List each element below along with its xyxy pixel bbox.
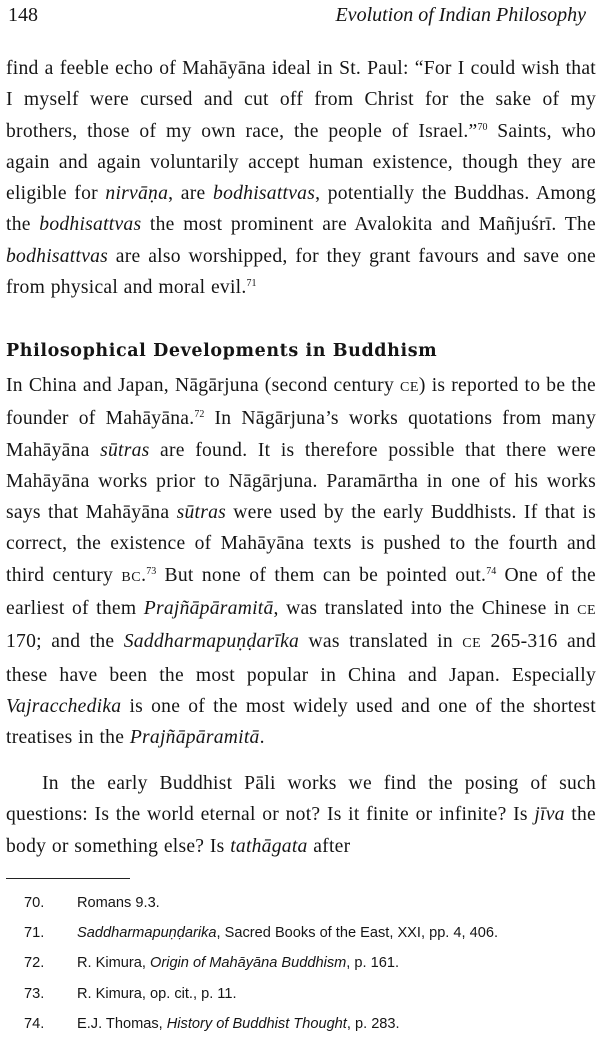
paragraph-pali-questions xyxy=(6,768,596,862)
term-prajnaparamita: Prajñāpāramitā xyxy=(129,727,260,749)
text-run: , potentially the Buddhas. Among the xyxy=(6,183,597,236)
term-nirvana: nirvāṇa xyxy=(105,183,169,205)
footnote-number: 73. xyxy=(24,985,45,1002)
term-saddharmapundarika: Saddharmapuṇḍarīka xyxy=(123,631,300,653)
paragraph-mahayana-origins xyxy=(6,370,596,754)
text-run: ) is reported to be the founder of Mahāyāna. xyxy=(6,375,596,430)
footnotes xyxy=(24,888,584,1039)
text-run: after xyxy=(307,835,351,857)
term-bodhisattvas: bodhisattvas xyxy=(6,245,109,267)
term-jiva: jīva xyxy=(534,804,565,826)
term-vajracchedika: Vajracchedika xyxy=(6,695,122,717)
text-run: . xyxy=(259,727,265,749)
term-prajnaparamita: Prajñāpāramitā xyxy=(143,598,274,620)
era-ce: CE xyxy=(577,603,596,619)
era-bc: BC xyxy=(121,569,142,585)
footnote-title: Saddharmapuṇḍarika xyxy=(77,925,217,942)
term-bodhisattvas: bodhisattvas xyxy=(39,214,142,236)
footnote-title: History of Buddhist Thought xyxy=(166,1015,347,1032)
text-run: Saints, who again and again voluntarily accept human existence, though they are eligible for xyxy=(6,120,597,205)
footnote-71 xyxy=(24,918,584,948)
footnote-author: E.J. Thomas, xyxy=(77,1015,167,1032)
footnote-text: Romans 9.3. xyxy=(77,895,160,911)
footnote-number: 72. xyxy=(24,955,45,972)
text-run: In Nāgārjuna’s works quotations from many Mahāyāna xyxy=(6,408,596,461)
text-run: the body or something else? Is xyxy=(6,804,596,857)
text-run: 265-316 and these have been the most popular in China and Japan. Especially xyxy=(6,631,596,686)
footnote-73 xyxy=(24,979,584,1009)
footnote-ref-72[interactable]: 72 xyxy=(194,409,205,421)
text-run: In the early Buddhist Pāli works we find the posing of such questions: Is the world eternal or not? Is it finite or infinite? Is xyxy=(6,773,596,826)
footnote-70 xyxy=(24,888,584,918)
footnote-ref-73[interactable]: 73 xyxy=(146,565,157,577)
footnote-74 xyxy=(24,1009,584,1039)
text-run: One of the earliest of them xyxy=(6,564,596,620)
footnote-number: 74. xyxy=(24,1015,45,1032)
text-run: . xyxy=(141,564,147,586)
section-heading: Philosophical Developments in Buddhism xyxy=(6,341,438,361)
text-run: But none of them can be pointed out. xyxy=(156,564,487,586)
era-ce: CE xyxy=(400,380,419,395)
footnote-text: R. Kimura, op. cit., p. 11. xyxy=(77,985,237,1002)
text-run: 170; and the xyxy=(6,631,124,653)
text-run: are also worshipped, for they grant favours and save one from physical and moral evil. xyxy=(6,245,596,299)
footnote-ref-71[interactable]: 71 xyxy=(246,278,257,290)
footnote-ref-74[interactable]: 74 xyxy=(486,565,497,577)
paragraph-1 xyxy=(6,53,596,303)
footnote-number: 71. xyxy=(24,925,45,942)
paragraph-3 xyxy=(6,768,596,862)
text-run: , was translated into the Chinese in xyxy=(273,598,578,620)
paragraph-2 xyxy=(6,370,596,754)
footnote-text: , p. 161. xyxy=(346,955,400,972)
running-head xyxy=(8,2,586,28)
text-run: are found. It is therefore possible that there were Mahāyāna works prior to Nāgārjuna. Paramārtha in one of his works says that Mahāyāna xyxy=(6,439,597,524)
term-sutras: sūtras xyxy=(176,502,226,524)
paragraph-bodhisattvas xyxy=(6,53,596,303)
page-number: 148 xyxy=(8,4,38,26)
footnote-divider xyxy=(6,878,130,879)
term-sutras: sūtras xyxy=(100,439,150,461)
footnote-title: Origin of Mahāyāna Buddhism xyxy=(149,955,347,972)
text-run: were used by the early Buddhists. If that is correct, the existence of Mahāyāna texts is pushed to the fourth and third century xyxy=(6,502,596,586)
era-ce: CE xyxy=(462,636,482,652)
term-tathagata: tathāgata xyxy=(230,835,308,857)
text-run: find a feeble echo of Mahāyāna ideal in St. Paul: “For I could wish that I myself were cursed and cut off from Christ for the sake of my brothers, those of my own race, the people of Israel.” xyxy=(6,58,596,142)
footnote-number: 70. xyxy=(24,895,45,911)
text-run: the most prominent are Avalokita and Mañjuśrī. The xyxy=(141,214,597,236)
running-title: Evolution of Indian Philosophy xyxy=(335,4,586,26)
text-run: In China and Japan, Nāgārjuna (second century xyxy=(6,375,401,396)
text-run: was translated in xyxy=(299,631,463,653)
footnote-ref-70[interactable]: 70 xyxy=(477,121,488,133)
footnote-72 xyxy=(24,948,584,978)
text-run: is one of the most widely used and one of the shortest treatises in the xyxy=(6,695,596,749)
text-run: , are xyxy=(168,183,214,205)
footnote-text: , Sacred Books of the East, XXI, pp. 4, 406. xyxy=(216,925,499,942)
footnote-text: , p. 283. xyxy=(346,1015,400,1032)
footnote-author: R. Kimura, xyxy=(77,955,150,972)
term-bodhisattvas: bodhisattvas xyxy=(213,183,316,205)
